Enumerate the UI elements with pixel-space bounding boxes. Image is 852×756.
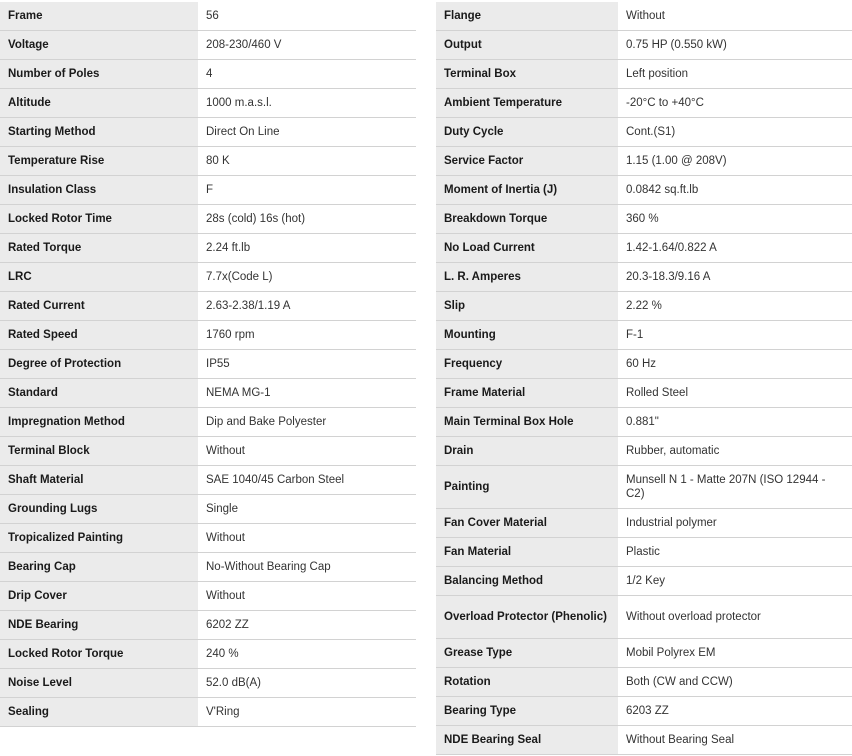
spec-label: Bearing Type	[436, 697, 618, 726]
left-spec-body	[0, 2, 416, 727]
spec-value: 1/2 Key	[618, 567, 852, 596]
spec-row-nde-bearing	[0, 611, 416, 640]
spec-row-fan-cover-material	[436, 509, 852, 538]
spec-label: Tropicalized Painting	[0, 524, 198, 553]
spec-label: Shaft Material	[0, 466, 198, 495]
spec-row-painting	[436, 466, 852, 509]
spec-value: 60 Hz	[618, 350, 852, 379]
spec-row-altitude	[0, 89, 416, 118]
spec-value: NEMA MG-1	[198, 379, 416, 408]
spec-label: Noise Level	[0, 669, 198, 698]
spec-row-bearing-cap	[0, 553, 416, 582]
spec-value: Direct On Line	[198, 118, 416, 147]
spec-label: Frame	[0, 2, 198, 31]
spec-label: Voltage	[0, 31, 198, 60]
spec-label: Locked Rotor Torque	[0, 640, 198, 669]
spec-value: 208-230/460 V	[198, 31, 416, 60]
spec-row-slip	[436, 292, 852, 321]
spec-row-insulation-class	[0, 176, 416, 205]
spec-row-drain	[436, 437, 852, 466]
spec-row-standard	[0, 379, 416, 408]
spec-value: F	[198, 176, 416, 205]
spec-value: Plastic	[618, 538, 852, 567]
spec-label: Overload Protector (Phenolic)	[436, 596, 618, 639]
spec-row-shaft-material	[0, 466, 416, 495]
spec-label: Balancing Method	[436, 567, 618, 596]
spec-row-bearing-type	[436, 697, 852, 726]
spec-label: Breakdown Torque	[436, 205, 618, 234]
spec-row-rated-current	[0, 292, 416, 321]
spec-row-fan-material	[436, 538, 852, 567]
spec-value: SAE 1040/45 Carbon Steel	[198, 466, 416, 495]
spec-label: Frame Material	[436, 379, 618, 408]
spec-label: Rated Torque	[0, 234, 198, 263]
spec-value: V'Ring	[198, 698, 416, 727]
spec-label: Duty Cycle	[436, 118, 618, 147]
spec-label: LRC	[0, 263, 198, 292]
spec-label: Rated Speed	[0, 321, 198, 350]
spec-row-breakdown-torque	[436, 205, 852, 234]
spec-value: 360 %	[618, 205, 852, 234]
spec-row-main-terminal-box-hole	[436, 408, 852, 437]
spec-row-locked-rotor-time	[0, 205, 416, 234]
spec-value: 1.15 (1.00 @ 208V)	[618, 147, 852, 176]
spec-label: Drain	[436, 437, 618, 466]
spec-row-locked-rotor-torque	[0, 640, 416, 669]
spec-value: 1000 m.a.s.l.	[198, 89, 416, 118]
spec-label: Painting	[436, 466, 618, 509]
spec-value: Industrial polymer	[618, 509, 852, 538]
spec-label: Rated Current	[0, 292, 198, 321]
spec-label: Slip	[436, 292, 618, 321]
spec-label: Locked Rotor Time	[0, 205, 198, 234]
right-spec-body	[436, 2, 852, 755]
spec-value: 56	[198, 2, 416, 31]
spec-label: Grease Type	[436, 639, 618, 668]
spec-row-service-factor	[436, 147, 852, 176]
spec-value: 2.63-2.38/1.19 A	[198, 292, 416, 321]
spec-value: Rolled Steel	[618, 379, 852, 408]
spec-value: Without Bearing Seal	[618, 726, 852, 755]
spec-label: Temperature Rise	[0, 147, 198, 176]
spec-row-rotation	[436, 668, 852, 697]
spec-label: NDE Bearing Seal	[436, 726, 618, 755]
spec-row-nde-bearing-seal	[436, 726, 852, 755]
spec-row-frequency	[436, 350, 852, 379]
spec-row-lrc	[0, 263, 416, 292]
spec-row-grease-type	[436, 639, 852, 668]
spec-label: Bearing Cap	[0, 553, 198, 582]
spec-label: Rotation	[436, 668, 618, 697]
spec-row-starting-method	[0, 118, 416, 147]
spec-row-output	[436, 31, 852, 60]
spec-label: NDE Bearing	[0, 611, 198, 640]
spec-row-grounding-lugs	[0, 495, 416, 524]
spec-value: Without	[618, 2, 852, 31]
spec-label: Service Factor	[436, 147, 618, 176]
spec-value: F-1	[618, 321, 852, 350]
spec-label: Terminal Box	[436, 60, 618, 89]
spec-value: 1760 rpm	[198, 321, 416, 350]
spec-label: Insulation Class	[0, 176, 198, 205]
spec-row-terminal-box	[436, 60, 852, 89]
spec-row-impregnation-method	[0, 408, 416, 437]
spec-row-l-r-amperes	[436, 263, 852, 292]
spec-value: 80 K	[198, 147, 416, 176]
spec-value: 1.42-1.64/0.822 A	[618, 234, 852, 263]
spec-value: Single	[198, 495, 416, 524]
spec-label: Altitude	[0, 89, 198, 118]
spec-label: Frequency	[436, 350, 618, 379]
spec-label: Fan Cover Material	[436, 509, 618, 538]
spec-value: Both (CW and CCW)	[618, 668, 852, 697]
spec-row-degree-of-protection	[0, 350, 416, 379]
spec-value: No-Without Bearing Cap	[198, 553, 416, 582]
spec-value: -20°C to +40°C	[618, 89, 852, 118]
spec-value: 52.0 dB(A)	[198, 669, 416, 698]
spec-label: Main Terminal Box Hole	[436, 408, 618, 437]
spec-row-noise-level	[0, 669, 416, 698]
spec-row-balancing-method	[436, 567, 852, 596]
spec-value: 240 %	[198, 640, 416, 669]
right-spec-table	[436, 2, 852, 755]
spec-value: 28s (cold) 16s (hot)	[198, 205, 416, 234]
spec-value: 0.75 HP (0.550 kW)	[618, 31, 852, 60]
spec-row-rated-torque	[0, 234, 416, 263]
spec-label: Number of Poles	[0, 60, 198, 89]
spec-value: Dip and Bake Polyester	[198, 408, 416, 437]
spec-label: Grounding Lugs	[0, 495, 198, 524]
spec-row-overload-protector-phenolic	[436, 596, 852, 639]
spec-value: 0.0842 sq.ft.lb	[618, 176, 852, 205]
spec-value: IP55	[198, 350, 416, 379]
spec-value: Munsell N 1 - Matte 207N (ISO 12944 - C2)	[618, 466, 852, 509]
spec-value: Mobil Polyrex EM	[618, 639, 852, 668]
spec-label: Starting Method	[0, 118, 198, 147]
spec-value: 6202 ZZ	[198, 611, 416, 640]
spec-value: 20.3-18.3/9.16 A	[618, 263, 852, 292]
spec-value: 6203 ZZ	[618, 697, 852, 726]
spec-label: Flange	[436, 2, 618, 31]
spec-row-rated-speed	[0, 321, 416, 350]
spec-row-no-load-current	[436, 234, 852, 263]
spec-label: Drip Cover	[0, 582, 198, 611]
spec-value: Without overload protector	[618, 596, 852, 639]
spec-row-sealing	[0, 698, 416, 727]
spec-value: Without	[198, 582, 416, 611]
spec-label: Fan Material	[436, 538, 618, 567]
spec-row-ambient-temperature	[436, 89, 852, 118]
spec-value: Without	[198, 437, 416, 466]
spec-row-duty-cycle	[436, 118, 852, 147]
spec-label: Mounting	[436, 321, 618, 350]
spec-label: Impregnation Method	[0, 408, 198, 437]
spec-label: Moment of Inertia (J)	[436, 176, 618, 205]
spec-label: Standard	[0, 379, 198, 408]
spec-row-terminal-block	[0, 437, 416, 466]
spec-row-mounting	[436, 321, 852, 350]
spec-value: Left position	[618, 60, 852, 89]
spec-row-frame	[0, 2, 416, 31]
spec-row-drip-cover	[0, 582, 416, 611]
spec-row-moment-of-inertia-j	[436, 176, 852, 205]
spec-value: Rubber, automatic	[618, 437, 852, 466]
spec-value: 7.7x(Code L)	[198, 263, 416, 292]
spec-label: No Load Current	[436, 234, 618, 263]
spec-label: L. R. Amperes	[436, 263, 618, 292]
spec-row-temperature-rise	[0, 147, 416, 176]
spec-row-tropicalized-painting	[0, 524, 416, 553]
spec-row-voltage	[0, 31, 416, 60]
spec-value: 0.881"	[618, 408, 852, 437]
spec-value: Without	[198, 524, 416, 553]
spec-label: Degree of Protection	[0, 350, 198, 379]
spec-value: Cont.(S1)	[618, 118, 852, 147]
spec-row-flange	[436, 2, 852, 31]
spec-row-frame-material	[436, 379, 852, 408]
spec-value: 2.22 %	[618, 292, 852, 321]
left-spec-table	[0, 2, 416, 727]
spec-label: Terminal Block	[0, 437, 198, 466]
spec-row-number-of-poles	[0, 60, 416, 89]
spec-value: 4	[198, 60, 416, 89]
spec-label: Sealing	[0, 698, 198, 727]
spec-value: 2.24 ft.lb	[198, 234, 416, 263]
spec-label: Ambient Temperature	[436, 89, 618, 118]
spec-label: Output	[436, 31, 618, 60]
